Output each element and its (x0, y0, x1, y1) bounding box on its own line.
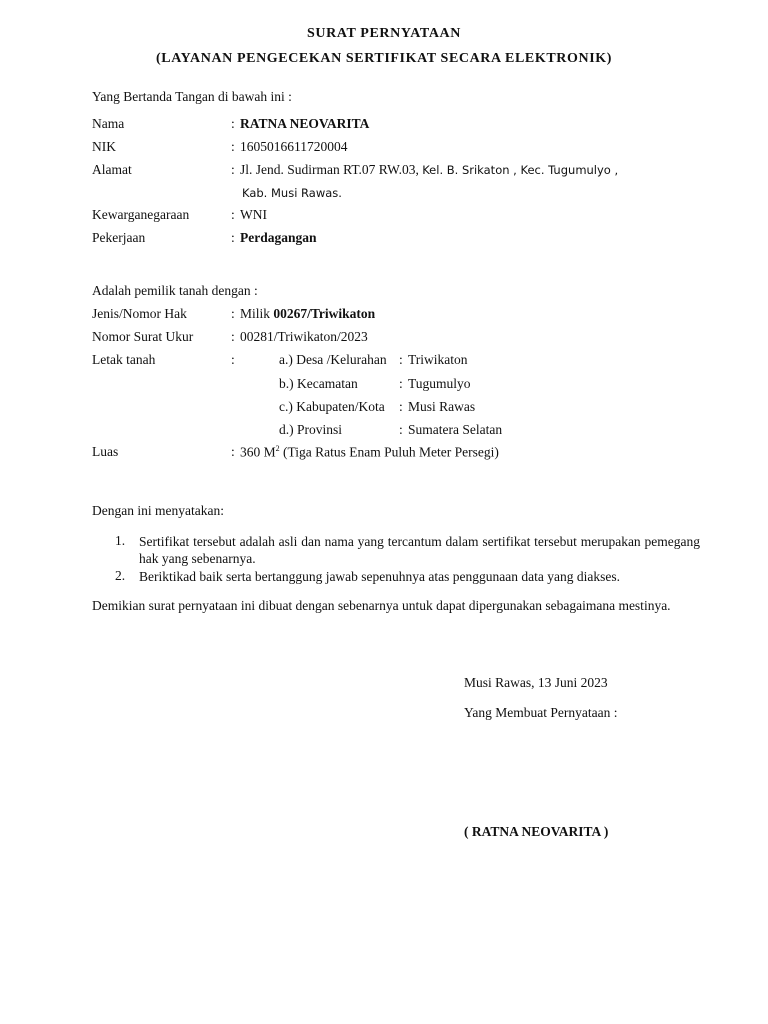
signer-label: Yang Membuat Pernyataan : (464, 705, 618, 720)
colon: : (231, 444, 235, 459)
surat-ukur-value: 00281/Triwikaton/2023 (240, 329, 368, 344)
letak-item-value: Tugumulyo (408, 376, 471, 391)
letak-item-value: Sumatera Selatan (408, 422, 503, 437)
kewarganegaraan-value: WNI (240, 207, 267, 222)
letak-item-label: c.) Kabupaten/Kota (279, 399, 385, 414)
pekerjaan-label: Pekerjaan (92, 230, 146, 245)
letak-item-label: b.) Kecamatan (279, 376, 358, 391)
nama-label: Nama (92, 116, 125, 131)
document-subtitle: (LAYANAN PENGECEKAN SERTIFIKAT SECARA ELEKTRONIK) (156, 51, 612, 66)
closing-paragraph: Demikian surat pernyataan ini dibuat dengan sebenarnya untuk dapat dipergunakan sebagaimana mestinya. (92, 598, 671, 613)
nik-label: NIK (92, 139, 116, 154)
luas-superscript: 2 (275, 444, 280, 453)
jenis-hak-value (240, 306, 375, 322)
luas-label: Luas (92, 444, 119, 459)
alamat-line-3: Kab. Musi Rawas. (242, 186, 342, 200)
signer-name: ( RATNA NEOVARITA ) (464, 824, 609, 839)
luas-value (240, 444, 499, 461)
nama-value: RATNA NEOVARITA (240, 116, 370, 131)
statement-text: Sertifikat tersebut adalah asli dan nama yang tercantum dalam sertifikat tersebut merupakan pemegang hak yang sebenarnya. (139, 534, 700, 566)
alamat-line-1: Jl. Jend. Sudirman RT.07 RW.03, (240, 162, 419, 177)
statement-intro: Dengan ini menyatakan: (92, 503, 224, 518)
surat-ukur-label: Nomor Surat Ukur (92, 329, 194, 344)
intro-text: Yang Bertanda Tangan di bawah ini : (92, 89, 292, 104)
pekerjaan-value: Perdagangan (240, 230, 317, 245)
colon: : (399, 422, 403, 437)
colon: : (231, 230, 235, 245)
colon: : (231, 329, 235, 344)
colon: : (399, 352, 403, 367)
colon: : (231, 352, 235, 367)
colon: : (231, 116, 235, 131)
statement-number: 2. (115, 568, 126, 583)
colon: : (231, 207, 235, 222)
jenis-hak-label: Jenis/Nomor Hak (92, 306, 187, 321)
letak-item-value: Triwikaton (408, 352, 468, 367)
colon: : (231, 306, 235, 321)
colon: : (399, 399, 403, 414)
colon: : (231, 162, 235, 177)
alamat-value (240, 162, 618, 178)
colon: : (231, 139, 235, 154)
statement-text: Beriktikad baik serta bertanggung jawab sepenuhnya atas penggunaan data yang diakses. (139, 569, 620, 584)
land-intro: Adalah pemilik tanah dengan : (92, 283, 258, 298)
nik-value: 1605016611720004 (240, 139, 348, 154)
place-date: Musi Rawas, 13 Juni 2023 (464, 675, 608, 690)
letak-item-label: d.) Provinsi (279, 422, 343, 437)
jenis-hak-prefix: Milik (240, 306, 271, 321)
letak-item-value: Musi Rawas (408, 399, 476, 414)
letak-item-label: a.) Desa /Kelurahan (279, 352, 387, 367)
kewarganegaraan-label: Kewarganegaraan (92, 207, 190, 222)
luas-number: 360 M (240, 444, 276, 460)
alamat-line-2: Kel. B. Srikaton , Kec. Tugumulyo , (422, 163, 619, 177)
luas-text: (Tiga Ratus Enam Puluh Meter Persegi) (283, 444, 499, 460)
statement-number: 1. (115, 533, 126, 548)
alamat-label: Alamat (92, 162, 132, 177)
jenis-hak-number: 00267/Triwikaton (273, 306, 376, 321)
document-title: SURAT PERNYATAAN (307, 26, 461, 41)
letak-tanah-label: Letak tanah (92, 352, 156, 367)
colon: : (399, 376, 403, 391)
